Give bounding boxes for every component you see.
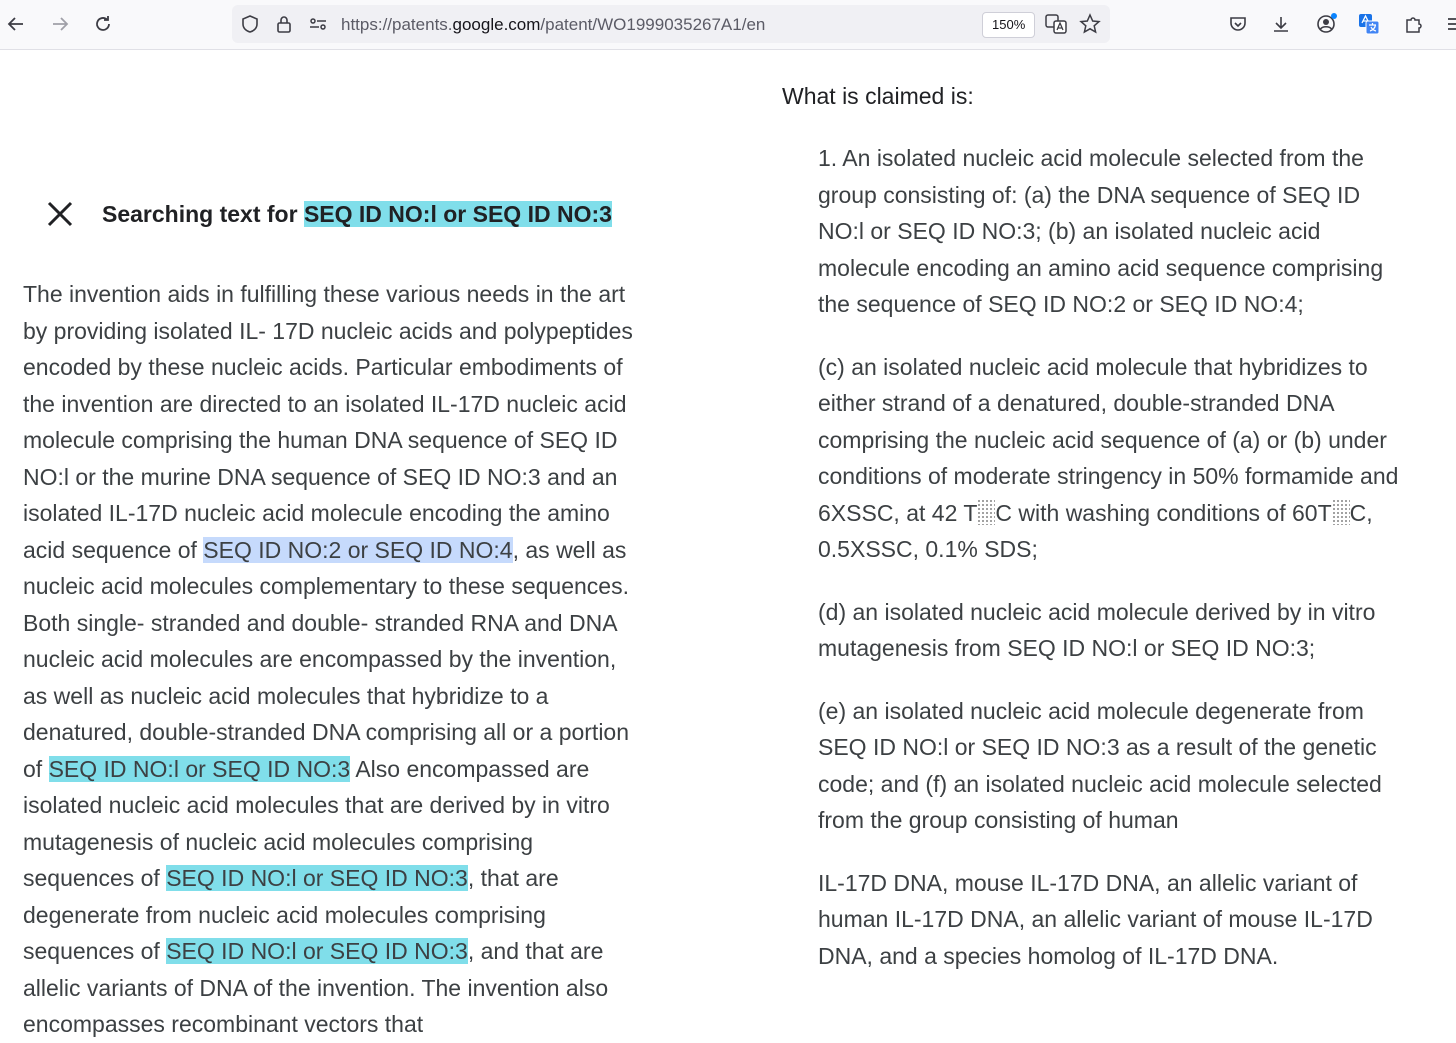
extensions-puzzle-icon[interactable] [1402, 12, 1426, 36]
description-paragraph [23, 276, 643, 1043]
garbled-degree-symbol [1318, 500, 1350, 526]
downloads-icon[interactable] [1269, 12, 1293, 36]
search-query: SEQ ID NO:l or SEQ ID NO:3 [303, 201, 612, 227]
claims-heading: What is claimed is: [782, 83, 974, 109]
lock-icon[interactable] [272, 12, 296, 36]
desc-text-1: The invention aids in fulfilling these various needs in the art by providing isolated IL- 17D nucleic acids and polypeptides encoded by these nucleic acids. Particular embodiments of the invention are directed to an isolated IL-17D nucleic acid molecule comprising the human DNA sequence of SEQ ID NO:l or the murine DNA sequence of SEQ ID NO:3 and an isolated IL-17D nucleic acid molecule encoding the amino acid sequence of [23, 281, 633, 563]
claim-1: 1. An isolated nucleic acid molecule selected from the group consisting of: (a) the DNA sequence of SEQ ID NO:l or SEQ ID NO:3; (b) an isolated nucleic acid molecule encoding an amino acid sequence comprising the sequence of SEQ ID NO:2 or SEQ ID NO:4; [818, 145, 1384, 317]
translate-icon[interactable] [1044, 12, 1068, 36]
claim-c-text-3: C, 0.5XSSC, 0.1% SDS; [818, 499, 1373, 562]
desc-highlight-match: SEQ ID NO:l or SEQ ID NO:3 [48, 755, 351, 782]
forward-arrow-icon[interactable] [48, 12, 72, 36]
zoom-level-badge[interactable]: 150% [982, 12, 1035, 38]
claim-part-e: (e) an isolated nucleic acid molecule degenerate from SEQ ID NO:l or SEQ ID NO:3 as a result of the genetic code; and (f) an isolated nucleic acid molecule selected from the group consisting of human [818, 697, 1382, 833]
menu-icon[interactable] [1444, 12, 1456, 36]
desc-text-2: , as well as nucleic acid molecules complementary to these sequences. Both single- stranded and double- stranded RNA and DNA nucleic acid molecules are encompassed by the invention, as well as nucleic acid molecules that hybridize to a denatured, double-stranded DNA comprising all or a portion of [23, 536, 630, 782]
shield-icon[interactable] [238, 12, 262, 36]
garbled-degree-block [977, 499, 995, 525]
url-domain: google.com [452, 15, 541, 34]
close-icon[interactable] [46, 200, 74, 228]
pocket-icon[interactable] [1226, 12, 1250, 36]
search-label-text: Searching text for [102, 201, 304, 227]
url-bar[interactable] [232, 5, 1110, 43]
bookmark-star-icon[interactable] [1078, 12, 1102, 36]
url-prefix: https://patents. [341, 15, 453, 34]
claim-continuation: IL-17D DNA, mouse IL-17D DNA, an allelic variant of human IL-17D DNA, an allelic variant of mouse IL-17D DNA, and a species homolog of IL-17D DNA. [818, 869, 1373, 969]
site-permissions-icon[interactable] [306, 12, 330, 36]
reload-icon[interactable] [91, 12, 115, 36]
claim-part-d: (d) an isolated nucleic acid molecule derived by in vitro mutagenesis from SEQ ID NO:l or SEQ ID NO:3; [818, 598, 1376, 661]
url-path: /patent/WO1999035267A1/en [540, 15, 766, 34]
claim-c-text-1: (c) an isolated nucleic acid molecule that hybridizes to either strand of a denatured, double-stranded DNA comprising the nucleic acid sequence of (a) or (b) under conditions of moderate stringency in 50% formamide and 6XSSC, at 42 [818, 353, 1399, 526]
back-arrow-icon[interactable] [4, 12, 28, 36]
desc-text-5: , and that are allelic variants of DNA of the invention. The invention also encompasses recombinant vectors that [23, 938, 609, 1037]
claim-part-c [818, 349, 1412, 568]
desc-text-4: , that are degenerate from nucleic acid molecules comprising sequences of [23, 865, 559, 964]
url-text[interactable] [341, 15, 765, 35]
account-icon[interactable] [1314, 12, 1338, 36]
claims-section [782, 78, 1412, 1000]
garbled-degree-block [1332, 499, 1350, 525]
garbled-degree-letter: T [1317, 499, 1332, 526]
browser-toolbar [0, 0, 1456, 50]
desc-text-3: Also encompassed are isolated nucleic acid molecules that are derived by in vitro mutagenesis of nucleic acid molecules comprising sequences of [23, 755, 610, 891]
desc-highlight-match: SEQ ID NO:l or SEQ ID NO:3 [166, 938, 468, 964]
desc-highlight-selected: SEQ ID NO:2 or SEQ ID NO:4 [203, 536, 513, 563]
search-label [102, 200, 612, 228]
desc-highlight-match: SEQ ID NO:l or SEQ ID NO:3 [166, 865, 468, 891]
translate-extension-icon[interactable] [1357, 12, 1381, 36]
claim-c-text-2: C with washing conditions of 60 [995, 499, 1318, 526]
garbled-degree-symbol [963, 500, 995, 526]
garbled-degree-letter: T [963, 499, 978, 526]
